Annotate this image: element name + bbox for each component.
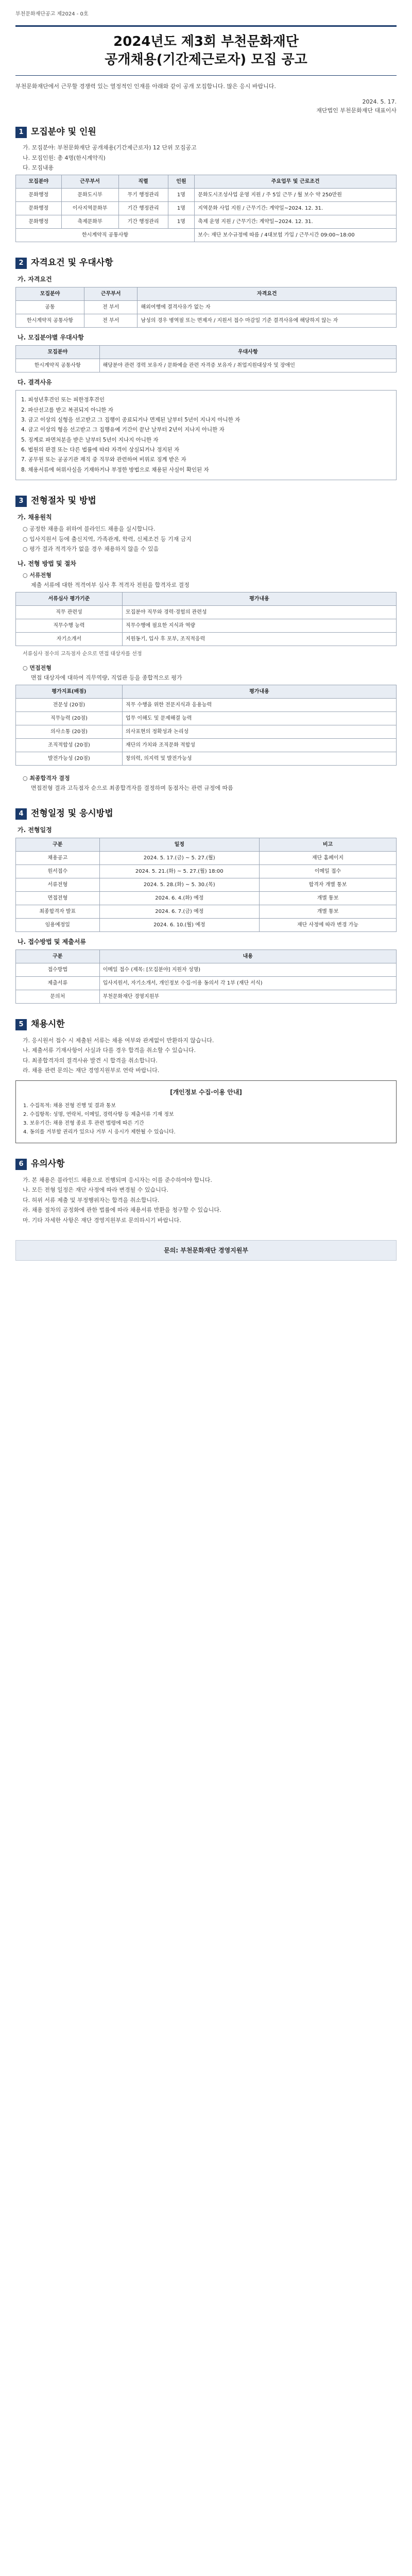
column-header: 평가내용 xyxy=(122,685,396,698)
title-box xyxy=(15,25,397,76)
table-row xyxy=(16,619,397,632)
table-cell: 조직적합성 (20점) xyxy=(16,738,123,752)
table-cell: 문의처 xyxy=(16,990,100,1004)
table-cell: 서류전형 xyxy=(16,878,100,892)
issuer: 재단법인 부천문화재단 대표이사 xyxy=(316,107,397,114)
text-line: 나. 제출서류 기재사항이 사실과 다를 경우 합격을 취소할 수 있습니다. xyxy=(23,1047,196,1054)
section-head xyxy=(15,257,397,270)
table-row xyxy=(16,711,397,725)
text-line: 가. 응시원서 접수 시 제출된 서류는 채용 여부와 관계없이 반환하지 않습니다. xyxy=(23,1037,214,1044)
table-cell: 원서접수 xyxy=(16,865,100,878)
page-title xyxy=(15,33,397,69)
subsection-title: 가. 자격요건 xyxy=(18,276,52,283)
text-line: 가. 본 채용은 블라인드 채용으로 진행되며 응시자는 이를 준수하여야 합니다. xyxy=(23,1176,212,1183)
table-cell: 한시계약직 공통사항 xyxy=(16,314,84,328)
document-review-table xyxy=(15,592,397,646)
column-header: 서류심사 평가기준 xyxy=(16,592,123,605)
table-row xyxy=(16,632,397,646)
column-header: 모집분야 xyxy=(16,287,84,301)
column-header: 우대사항 xyxy=(99,346,396,359)
section-title: 유의사항 xyxy=(31,1159,65,1170)
table-row xyxy=(16,188,397,201)
table-cell: 축제문화부 xyxy=(61,215,118,228)
title-line-2: 공개채용(기간제근로자) 모집 공고 xyxy=(105,52,307,68)
table-cell: 2024. 5. 28.(화) ~ 5. 30.(목) xyxy=(99,878,259,892)
table-cell: 최종합격자 발표 xyxy=(16,905,100,919)
table-cell: 모집분야 직무와 경력·경험의 관련성 xyxy=(122,605,396,619)
table-cell: 합격자 개별 통보 xyxy=(259,878,396,892)
table-cell: 입사지원서, 자기소개서, 개인정보 수집·이용 동의서 각 1부 (재단 서식) xyxy=(99,977,396,990)
table-cell: 접수방법 xyxy=(16,963,100,977)
table-cell: 직무수행 능력 xyxy=(16,619,123,632)
table-row xyxy=(16,892,397,905)
table-cell: 직무능력 (20점) xyxy=(16,711,123,725)
table-row xyxy=(16,605,397,619)
column-header: 구분 xyxy=(16,950,100,963)
section-notes xyxy=(15,1158,397,1225)
table-cell: 임용예정일 xyxy=(16,919,100,932)
preference-table xyxy=(15,345,397,372)
table-cell: 개별 통보 xyxy=(259,892,396,905)
table-row xyxy=(16,314,397,328)
table-cell: 축제 운영 지원 / 근무기간: 계약일~2024. 12. 31. xyxy=(195,215,397,228)
table-row xyxy=(16,990,397,1004)
table-cell: 문화행정 xyxy=(16,215,62,228)
column-header: 모집분야 xyxy=(16,175,62,188)
table-cell: 제출서류 xyxy=(16,977,100,990)
text-line: 다. 모집내용 xyxy=(23,164,54,172)
list-item: 1. 피성년후견인 또는 피한정후견인 xyxy=(21,397,105,403)
table-cell: 2024. 5. 21.(화) ~ 5. 27.(월) 18:00 xyxy=(99,865,259,878)
table-cell: 전 부서 xyxy=(84,314,138,328)
subsection-title: 다. 결격사유 xyxy=(18,379,52,386)
text-line: 면접전형 결과 고득점자 순으로 최종합격자를 결정하며 동점자는 관련 규정에 따름 xyxy=(31,785,233,792)
subsection-title: 가. 채용원칙 xyxy=(18,514,52,521)
step-title: ○ 최종합격자 결정 xyxy=(23,774,70,782)
section-number: 6 xyxy=(15,1159,27,1170)
column-header: 근무부서 xyxy=(84,287,138,301)
table-row xyxy=(16,725,397,738)
table-cell: 면접전형 xyxy=(16,892,100,905)
section-number: 1 xyxy=(15,127,27,138)
notice-number: 부천문화재단공고 제2024 - 0호 xyxy=(15,11,89,17)
privacy-notice-box xyxy=(15,1080,397,1143)
table-cell: 2024. 5. 17.(금) ~ 5. 27.(월) xyxy=(99,852,259,865)
text-line: ○ 공정한 채용을 위하여 블라인드 채용을 실시합니다. xyxy=(23,526,156,533)
table-cell: 기간 행정관리 xyxy=(118,201,168,215)
table-row xyxy=(16,359,397,372)
list-item: 8. 채용서류에 허위사실을 기재하거나 부정한 방법으로 채용된 사실이 확인된 자 xyxy=(21,466,209,473)
table-cell: 창의력, 의지력 및 발전가능성 xyxy=(122,752,396,765)
table-header-row xyxy=(16,592,397,605)
column-header: 일정 xyxy=(99,838,259,852)
section-terms xyxy=(15,1018,397,1143)
table-cell: 2024. 6. 4.(화) 예정 xyxy=(99,892,259,905)
table-header-row xyxy=(16,838,397,852)
text-line: 마. 기타 자세한 사항은 재단 경영지원부로 문의하시기 바랍니다. xyxy=(23,1216,181,1224)
column-header: 주요업무 및 근로조건 xyxy=(195,175,397,188)
table-cell: 이사지역문화부 xyxy=(61,201,118,215)
list-item: 3. 금고 이상의 실형을 선고받고 그 집행이 종료되거나 면제된 날부터 5년이 지나지 아니한 자 xyxy=(21,417,241,423)
table-cell: 전 부서 xyxy=(84,301,138,314)
section-head xyxy=(15,495,397,508)
column-header: 구분 xyxy=(16,838,100,852)
notice-date: 2024. 5. 17. xyxy=(362,98,397,105)
table-cell: 보수: 재단 보수규정에 따름 / 4대보험 가입 / 근무시간 09:00~18:00 xyxy=(195,228,397,242)
column-header: 평가내용 xyxy=(122,592,396,605)
table-cell: 남성의 경우 병역필 또는 면제자 / 지원서 접수 마감일 기준 결격사유에 해당하지 않는 자 xyxy=(138,314,397,328)
title-line-1: 2024년도 제3회 부천문화재단 xyxy=(113,34,299,49)
section-process xyxy=(15,495,397,793)
table-cell: 기간 행정관리 xyxy=(118,215,168,228)
column-header: 근무부서 xyxy=(61,175,118,188)
column-header: 직렬 xyxy=(118,175,168,188)
text-line: 나. 모집인원: 총 4명(한시계약직) xyxy=(23,154,106,161)
table-cell: 지역문화 사업 지원 / 근무기간: 계약일~2024. 12. 31. xyxy=(195,201,397,215)
table-row xyxy=(16,698,397,711)
list-item: 1. 수집목적: 채용 전형 진행 및 결과 통보 xyxy=(23,1103,116,1109)
table-row xyxy=(16,919,397,932)
section-number: 5 xyxy=(15,1019,27,1030)
section-head xyxy=(15,807,397,821)
list-item: 4. 동의를 거부할 권리가 있으나 거부 시 응시가 제한될 수 있습니다. xyxy=(23,1129,176,1136)
section-title: 전형일정 및 응시방법 xyxy=(31,808,113,819)
notice-page xyxy=(0,0,412,1276)
table-cell: 직무수행에 필요한 지식과 역량 xyxy=(122,619,396,632)
table-header-row xyxy=(16,685,397,698)
table-cell: 1명 xyxy=(168,188,195,201)
section-head xyxy=(15,126,397,139)
text-line: 다. 최종합격자의 결격사유 발견 시 합격을 취소합니다. xyxy=(23,1057,158,1064)
text-line: 라. 채용 절차의 공정화에 관한 법률에 따라 채용서류 반환을 청구할 수 있습니다. xyxy=(23,1207,221,1214)
list-item: 2. 수집항목: 성명, 연락처, 이메일, 경력사항 등 제출서류 기재 정보 xyxy=(23,1112,174,1118)
table-cell: 1명 xyxy=(168,215,195,228)
table-cell: 이메일 접수 xyxy=(259,865,396,878)
text-line: 가. 모집분야: 부천문화재단 공개채용(기간제근로자) 12 단위 모집공고 xyxy=(23,144,197,151)
table-row xyxy=(16,977,397,990)
table-row xyxy=(16,752,397,765)
qualification-table xyxy=(15,287,397,328)
table-cell: 개별 통보 xyxy=(259,905,396,919)
note-text: 서류심사 점수의 고득점자 순으로 면접 대상자를 선정 xyxy=(23,651,142,657)
subsection-title: 나. 전형 방법 및 절차 xyxy=(18,560,77,567)
section-recruitment xyxy=(15,126,397,242)
table-cell: 발전가능성 (20점) xyxy=(16,752,123,765)
table-cell: 자기소개서 xyxy=(16,632,123,646)
table-cell: 재단 홈페이지 xyxy=(259,852,396,865)
table-cell: 한시계약직 공통사항 xyxy=(16,359,100,372)
date-block xyxy=(15,97,397,115)
table-cell: 1명 xyxy=(168,201,195,215)
table-cell: 전문성 (20점) xyxy=(16,698,123,711)
table-cell: 부천문화재단 경영지원부 xyxy=(99,990,396,1004)
section-number: 3 xyxy=(15,496,27,507)
recruitment-table xyxy=(15,175,397,242)
column-header: 인원 xyxy=(168,175,195,188)
table-cell: 직무 관련성 xyxy=(16,605,123,619)
table-cell: 업무 이해도 및 문제해결 능력 xyxy=(122,711,396,725)
subsection-title: 나. 접수방법 및 제출서류 xyxy=(18,938,87,946)
table-cell: 재단 사정에 따라 변경 가능 xyxy=(259,919,396,932)
text-line: 라. 채용 관련 문의는 재단 경영지원부로 연락 바랍니다. xyxy=(23,1067,160,1074)
column-header: 평가지표(배점) xyxy=(16,685,123,698)
text-line: 제출 서류에 대한 적격여부 심사 후 적격자 전원을 합격자로 결정 xyxy=(31,582,190,589)
table-cell: 이메일 접수 (제목: [모집분야] 지원자 성명) xyxy=(99,963,396,977)
privacy-title: [개인정보 수집·이용 안내] xyxy=(170,1088,242,1096)
table-row xyxy=(16,852,397,865)
table-cell: 해외여행에 결격사유가 없는 자 xyxy=(138,301,397,314)
subsection-title: 나. 모집분야별 우대사항 xyxy=(18,334,84,342)
table-cell: 한시계약직 공통사항 xyxy=(16,228,195,242)
text-line: 나. 모든 전형 일정은 재단 사정에 따라 변경될 수 있습니다. xyxy=(23,1187,168,1194)
table-header-row xyxy=(16,287,397,301)
table-row xyxy=(16,301,397,314)
list-item: 6. 법원의 판결 또는 다른 법률에 따라 자격이 상실되거나 정지된 자 xyxy=(21,447,180,453)
table-row xyxy=(16,228,397,242)
intro-text: 부천문화재단에서 근무할 경쟁력 있는 열정적인 인재를 아래와 같이 공개 모집합니다. 많은 응시 바랍니다. xyxy=(15,83,276,90)
list-item: 3. 보유기간: 채용 전형 종료 후 관련 법령에 따른 기간 xyxy=(23,1121,144,1127)
section-schedule xyxy=(15,807,397,1004)
table-cell: 의사표현의 정확성과 논리성 xyxy=(122,725,396,738)
application-table xyxy=(15,950,397,1004)
subsection-title: 가. 전형일정 xyxy=(18,826,52,834)
table-cell: 문화도시부 xyxy=(61,188,118,201)
interview-table xyxy=(15,685,397,766)
section-number: 2 xyxy=(15,258,27,269)
table-row xyxy=(16,201,397,215)
text-line: ○ 입사지원서 등에 출신지역, 가족관계, 학력, 신체조건 등 기재 금지 xyxy=(23,535,192,543)
table-cell: 2024. 6. 10.(월) 예정 xyxy=(99,919,259,932)
table-header-row xyxy=(16,346,397,359)
text-line: ○ 평가 결과 적격자가 없을 경우 채용하지 않을 수 있음 xyxy=(23,546,159,553)
table-cell: 해당분야 관련 경력 보유자 / 문화예술 관련 자격증 보유자 / 취업지원대상자 및 장애인 xyxy=(99,359,396,372)
table-cell: 2024. 6. 7.(금) 예정 xyxy=(99,905,259,919)
table-cell: 공통 xyxy=(16,301,84,314)
table-cell: 지원동기, 입사 후 포부, 조직적응력 xyxy=(122,632,396,646)
table-cell: 직무 수행을 위한 전문지식과 응용능력 xyxy=(122,698,396,711)
schedule-table xyxy=(15,838,397,932)
section-qualifications xyxy=(15,257,397,480)
column-header: 내용 xyxy=(99,950,396,963)
step-title: ○ 면접전형 xyxy=(23,664,52,671)
table-cell: 재단의 가치와 조직문화 적합성 xyxy=(122,738,396,752)
section-title: 채용시한 xyxy=(31,1019,65,1030)
list-item: 2. 파산선고를 받고 복권되지 아니한 자 xyxy=(21,406,113,413)
table-cell: 무기 행정관리 xyxy=(118,188,168,201)
text-line: 면접 대상자에 대하여 직무역량, 직업관 등을 종합적으로 평가 xyxy=(31,674,182,682)
table-cell: 문화행정 xyxy=(16,188,62,201)
column-header: 자격요건 xyxy=(138,287,397,301)
section-title: 모집분야 및 인원 xyxy=(31,126,96,137)
column-header: 모집분야 xyxy=(16,346,100,359)
contact-footer: 문의: 부천문화재단 경영지원부 xyxy=(15,1240,397,1261)
section-title: 자격요건 및 우대사항 xyxy=(31,257,113,268)
step-title: ○ 서류전형 xyxy=(23,571,52,579)
table-row xyxy=(16,215,397,228)
text-line: 다. 허위 서류 제출 및 부정행위자는 합격을 취소합니다. xyxy=(23,1196,160,1204)
table-row xyxy=(16,738,397,752)
section-title: 전형절차 및 방법 xyxy=(31,495,96,506)
table-cell: 채용공고 xyxy=(16,852,100,865)
section-number: 4 xyxy=(15,808,27,820)
list-item: 5. 징계로 파면처분을 받은 날부터 5년이 지나지 아니한 자 xyxy=(21,436,159,443)
table-header-row xyxy=(16,950,397,963)
table-row xyxy=(16,878,397,892)
section-head xyxy=(15,1158,397,1171)
section-head xyxy=(15,1018,397,1031)
column-header: 비고 xyxy=(259,838,396,852)
table-row xyxy=(16,865,397,878)
list-item: 7. 공무원 또는 공공기관 재직 중 직무와 관련하여 비위로 징계 받은 자 xyxy=(21,456,186,463)
table-row xyxy=(16,963,397,977)
list-item: 4. 금고 이상의 형을 선고받고 그 집행유예 기간이 끝난 날부터 2년이 지나지 아니한 자 xyxy=(21,427,225,433)
table-header-row xyxy=(16,175,397,188)
table-cell: 의사소통 (20점) xyxy=(16,725,123,738)
table-cell: 문화행정 xyxy=(16,201,62,215)
table-row xyxy=(16,905,397,919)
disqualification-box xyxy=(15,390,397,480)
table-cell: 문화도시조성사업 운영 지원 / 주 5일 근무 / 월 보수 약 250만원 xyxy=(195,188,397,201)
